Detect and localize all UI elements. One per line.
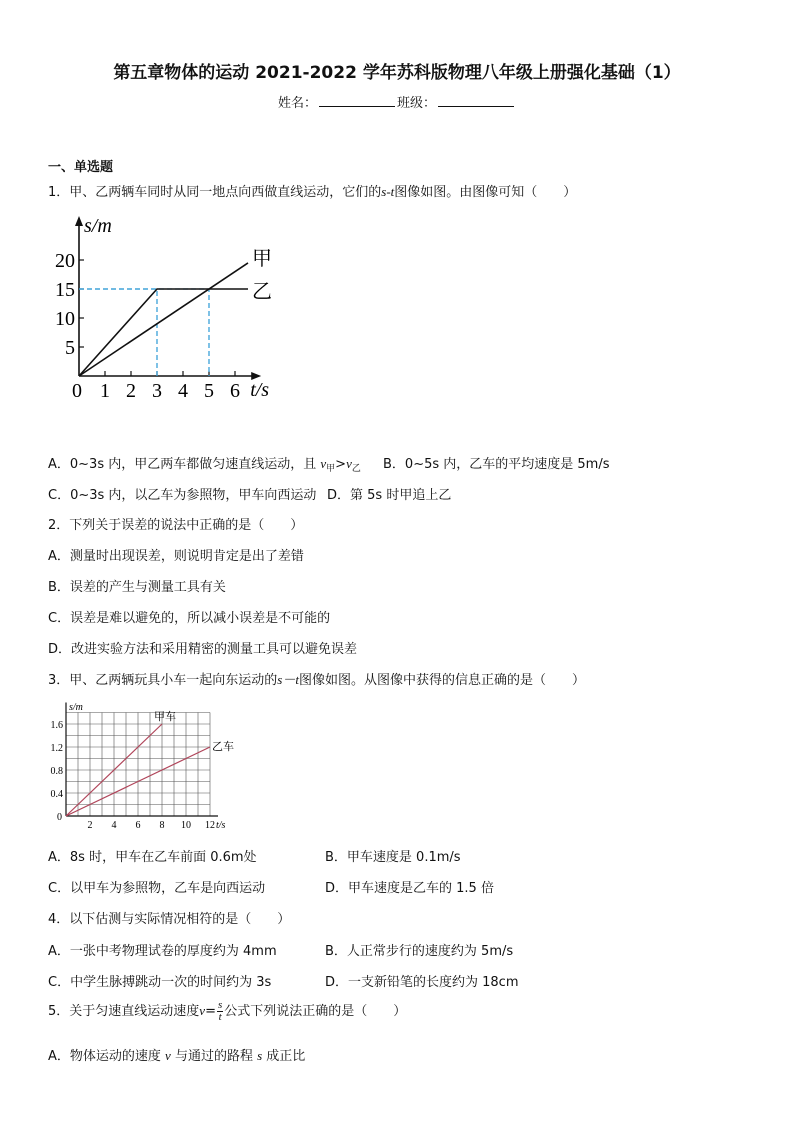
name-blank[interactable] (319, 94, 395, 107)
x-tick-label: 10 (181, 820, 191, 831)
x-tick-label: 6 (135, 820, 141, 831)
q4-stem: 4．以下估测与实际情况相符的是（ ） (48, 912, 291, 927)
series-line-2 (79, 289, 248, 376)
y-tick-label: 10 (55, 308, 75, 330)
q1-stem-a: 1．甲、乙两辆车同时从同一地点向西做直线运动，它们的 (48, 185, 382, 200)
x-axis-label: t/s (216, 820, 226, 831)
q2-stem: 2．下列关于误差的说法中正确的是（ ） (48, 518, 304, 533)
x-tick-label: 4 (111, 820, 117, 831)
q1-stem-var: s-t (381, 184, 395, 199)
q3-stem-a: 3．甲、乙两辆玩具小车一起向东运动的 (48, 673, 278, 688)
x-tick-label: 12 (205, 820, 215, 831)
q1-option-a[interactable] (48, 453, 361, 474)
q2-option-c[interactable]: C．误差是难以避免的，所以减小误差是不可能的 (48, 611, 331, 626)
x-tick-label: 1 (100, 380, 110, 402)
q1-stem (48, 181, 576, 200)
series-label-1: 甲 (252, 247, 272, 270)
q3-option-d[interactable]: D．甲车速度是乙车的 1.5 倍 (325, 881, 494, 896)
q3-option-c[interactable]: C．以甲车为参照物，乙车是向西运动 (48, 881, 266, 896)
x-tick-label: 6 (230, 380, 240, 402)
q5-fraction-num: s (217, 999, 223, 1011)
q4-option-b[interactable]: B．人正常步行的速度约为 5m/s (325, 944, 514, 959)
class-label: 班级： (397, 96, 437, 111)
q5-option-a-s: s (257, 1048, 263, 1063)
y-axis-label: s/m (84, 215, 112, 237)
q5-stem-b: 公式下列说法正确的是（ ） (224, 1004, 407, 1019)
q5-fraction (217, 1000, 223, 1023)
q1-option-d[interactable]: D．第 5s 时甲追上乙 (327, 488, 452, 503)
q1-v2: v (346, 456, 352, 471)
q3-stem (48, 669, 585, 688)
q1-sub2: 乙 (351, 464, 361, 474)
x-tick-label: 2 (87, 820, 93, 831)
q2-option-a[interactable]: A．测量时出现误差，则说明肯定是出了差错 (48, 549, 304, 564)
q1-stem-b: 图像如图。由图像可知（ ） (394, 185, 577, 200)
q2-option-b[interactable]: B．误差的产生与测量工具有关 (48, 580, 226, 595)
q5-option-a-v: v (165, 1048, 171, 1063)
q4-option-c[interactable]: C．中学生脉搏跳动一次的时间约为 3s (48, 975, 272, 990)
q1-option-b[interactable]: B．0~5s 内，乙车的平均速度是 5m/s (383, 457, 610, 472)
q1-option-a-text: A．0~3s 内，甲乙两车都做匀速直线运动，且 (48, 457, 321, 472)
x-tick-label: 2 (126, 380, 136, 402)
name-label: 姓名： (277, 96, 317, 111)
q5-option-a-text-1: A．物体运动的速度 (48, 1049, 166, 1064)
q1-option-c[interactable]: C．0~3s 内，以乙车为参照物，甲车向西运动 (48, 488, 317, 503)
q5-option-a-text-2: 与通过的路程 (170, 1049, 258, 1064)
q3-stem-var: s－t (277, 672, 299, 687)
series-line-1 (79, 263, 248, 376)
y-tick-label: 1.2 (50, 743, 63, 754)
series-label-1: 甲车 (154, 711, 176, 723)
series-label-2: 乙 (252, 281, 272, 303)
q1-gt: > (335, 457, 347, 472)
y-tick-label: 5 (65, 337, 75, 359)
q3-option-a[interactable]: A．8s 时，甲车在乙车前面 0.6m处 (48, 850, 257, 865)
y-tick-label: 1.6 (50, 720, 63, 731)
q3-option-b[interactable]: B．甲车速度是 0.1m/s (325, 850, 461, 865)
y-tick-label: 15 (55, 279, 75, 301)
q3-chart (40, 700, 260, 838)
x-tick-label: 8 (159, 820, 165, 831)
q1-sub1: 甲 (326, 464, 336, 474)
y-tick-label: 0.8 (50, 766, 63, 777)
q1-v1: v (320, 456, 327, 471)
y-axis-label: s/m (69, 702, 83, 713)
q1-chart (40, 210, 300, 410)
y-axis-arrow (75, 216, 83, 226)
q4-option-d[interactable]: D．一支新铅笔的长度约为 18cm (325, 975, 519, 990)
q5-formula-v: v (199, 1003, 206, 1018)
q4-option-a[interactable]: A．一张中考物理试卷的厚度约为 4mm (48, 944, 277, 959)
q5-stem (48, 1000, 406, 1023)
y-tick-label: 20 (55, 250, 75, 272)
q3-stem-b: 图像如图。从图像中获得的信息正确的是（ ） (298, 673, 585, 688)
x-tick-label: 4 (178, 380, 188, 402)
q5-formula-eq: = (205, 1004, 216, 1019)
section-title: 一、单选题 (48, 160, 114, 175)
class-blank[interactable] (438, 94, 514, 107)
q5-stem-a: 5．关于匀速直线运动速度 (48, 1004, 200, 1019)
q5-fraction-den: t (218, 1011, 222, 1023)
q5-option-a-text-3: 成正比 (262, 1049, 306, 1064)
page-title: 第五章物体的运动 2021-2022 学年苏科版物理八年级上册强化基础（1） (113, 63, 681, 83)
name-class-bar (0, 92, 794, 111)
y-tick-label: 0.4 (50, 789, 63, 800)
series-label-2: 乙车 (212, 741, 234, 753)
x-tick-label: 0 (72, 380, 82, 402)
q2-option-d[interactable]: D．改进实验方法和采用精密的测量工具可以避免误差 (48, 642, 358, 657)
x-tick-label: 3 (152, 380, 162, 402)
x-axis-label: t/s (250, 379, 270, 401)
q5-option-a[interactable] (48, 1045, 305, 1064)
origin-label: 0 (57, 812, 62, 823)
x-tick-label: 5 (204, 380, 214, 402)
